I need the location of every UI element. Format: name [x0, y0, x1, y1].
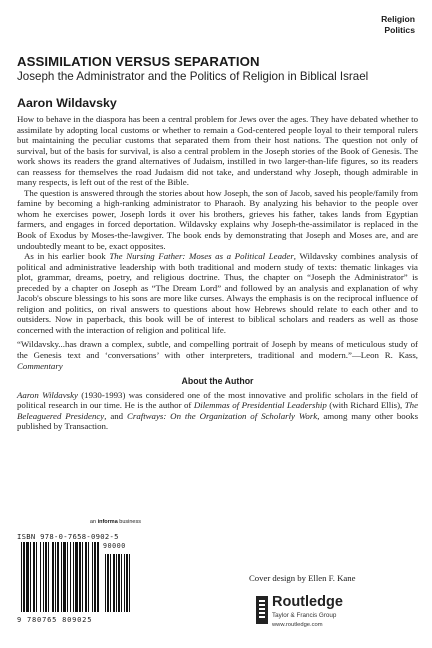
book-title: ASSIMILATION VERSUS SEPARATION	[17, 54, 260, 69]
barcode-bar	[73, 542, 74, 612]
informa-business-note: an informa business	[89, 519, 141, 525]
barcode-bar	[45, 542, 47, 612]
addon-barcode-bar	[126, 554, 128, 612]
barcode-addon-digits: 90000	[103, 542, 126, 550]
barcode-bar	[97, 542, 99, 612]
barcode-bar	[52, 542, 54, 612]
quote-text: “Wildavsky...has drawn a complex, subtle, and compelling portrait of Joseph by means of meticulous study of the Genesis text and ‘conversations’ with other interpreters, traditional and modern.”—Leon R. Kass,	[17, 339, 418, 361]
addon-barcode-bar	[129, 554, 130, 612]
addon-barcode-bar	[107, 554, 109, 612]
about-book-1: Dilemmas of Presidential Leadership	[193, 400, 327, 411]
barcode-bar	[85, 542, 87, 612]
publisher-subtitle: Taylor & Francis Group	[272, 612, 337, 619]
barcode-bar	[57, 542, 59, 612]
description-paragraph-2: The question is answered through the stories about how Joseph, the son of Jacob, saved his people/family from famine by becoming a high-ranking administrator to Pharaoh. By analyzing his behavior to the people over whom he exercises power, Joseph lords it over his brothers, grieves his father, takes lands from Egyptian farmers, and engages in forced deportation. Wildavsky explains why Joseph-the-assimilator is replaced in the Book of Exodus by Moses-the-lawgiver. The book ends by demonstrating that Joseph and Moses are, and are undoubtedly meant to be, exact opposites.	[17, 187, 418, 251]
category-politics: Politics	[384, 24, 415, 35]
barcode-bar	[48, 542, 49, 612]
routledge-logo-icon	[256, 596, 268, 624]
about-author-name: Aaron Wildavsky	[17, 389, 78, 400]
barcode-bar	[36, 542, 37, 612]
barcode-bar	[61, 542, 62, 612]
addon-barcode-bar	[124, 554, 125, 612]
barcode-bar	[63, 542, 66, 612]
about-text-2: (with Richard Ellis),	[326, 400, 405, 411]
category-labels	[381, 14, 415, 35]
about-text-1: (1930-1993) was considered one of the most innovative and prolific scholars in the field of political research in our time. He is the author of	[17, 389, 418, 411]
barcode-bar	[88, 542, 89, 612]
paragraph-3-lead: As in his earlier book	[24, 251, 110, 262]
isbn-barcode	[17, 519, 141, 630]
book-author: Aaron Wildavsky	[17, 96, 117, 110]
paragraph-3-rest: , Wildavsky combines analysis of political and administrative leadership with both traditional and modern study of texts: thematic linkages via plot, grammar, dreams, poetry, and religious doctrine. Thus, the chapter on “Joseph the Administrator” is preceded by a chapter on Joseph as “The Dream Lord” and followed by an analysis and explanation of why Jacob's obscure blessings to his sons are more like curses. Always the emphasis is on the reciprocal influence of religion and politics, on rival answers to questions about how Hebrews should relate to each other and to outsiders. Now in paperback, this book will be of interest to biblical scholars and readers as well as those concerned with the interaction of religion and political life.	[17, 251, 418, 335]
barcode-bar	[30, 542, 31, 612]
addon-barcode-bar	[116, 554, 117, 612]
publisher-url: www.routledge.com	[272, 622, 323, 628]
addon-barcode-bar	[110, 554, 111, 612]
barcode-bar	[43, 542, 44, 612]
barcode-bar	[94, 542, 96, 612]
cover-design-credit: Cover design by Ellen F. Kane	[249, 573, 356, 583]
barcode-bar	[26, 542, 29, 612]
addon-barcode-bar	[121, 554, 122, 612]
barcode-bar	[75, 542, 78, 612]
book-subtitle: Joseph the Administrator and the Politics of Religion in Biblical Israel	[17, 70, 369, 83]
barcode-bar	[21, 542, 22, 612]
quote-source: Commentary	[17, 360, 63, 371]
barcode-bar	[82, 542, 83, 612]
about-author-heading: About the Author	[181, 376, 254, 387]
review-quote	[17, 339, 418, 371]
isbn-label: ISBN 978-0-7658-0902-5	[17, 532, 119, 541]
barcode-digits: 9 780765 809025	[17, 616, 93, 624]
barcode-bar	[79, 542, 81, 612]
barcode-bar	[70, 542, 71, 612]
barcode-bar	[40, 542, 41, 612]
barcode-bar	[67, 542, 68, 612]
addon-barcode-bar	[118, 554, 120, 612]
description-paragraph-3	[17, 251, 418, 335]
about-text-4: , among many other books published by Transaction.	[17, 410, 419, 432]
barcode-bar	[33, 542, 35, 612]
publisher-name: Routledge	[272, 594, 343, 610]
earlier-book-title: The Nursing Father: Moses as a Political Leader	[109, 251, 294, 262]
about-text-3: , and	[104, 410, 127, 421]
informa-brand: informa	[97, 519, 118, 525]
about-book-3: Craftways: On the Organization of Scholarly Work	[126, 410, 318, 421]
about-book-2: The Beleaguered Presidency	[17, 400, 419, 421]
barcode-bars	[17, 542, 141, 616]
publisher-block	[256, 594, 416, 634]
addon-barcode-bar	[113, 554, 115, 612]
barcode-bar	[92, 542, 93, 612]
barcode-bar	[55, 542, 56, 612]
addon-barcode-bar	[105, 554, 106, 612]
description-body	[17, 114, 418, 432]
about-author-paragraph	[17, 390, 418, 432]
category-religion: Religion	[381, 14, 415, 24]
barcode-bar	[23, 542, 25, 612]
description-paragraph-1: How to behave in the diaspora has been a central problem for Jews over the ages. They have debated whether to assimilate by adopting local customs or whether to remain a God-centered people loyal to their temporal rulers but maintaining the peculiar customs that separated them from their host nations. The question not only of survival, but of the basis for survival, is also a central problem in the Joseph stories of the Book of Genesis. The work shows its readers the grand alternatives of Judaism, instilled in two larger-than-life figures, so its readers can reassess for themselves the road Judaism did not take, and understand why Joseph, though admirable in many respects, is left out of the rest of the Bible.	[17, 114, 418, 188]
